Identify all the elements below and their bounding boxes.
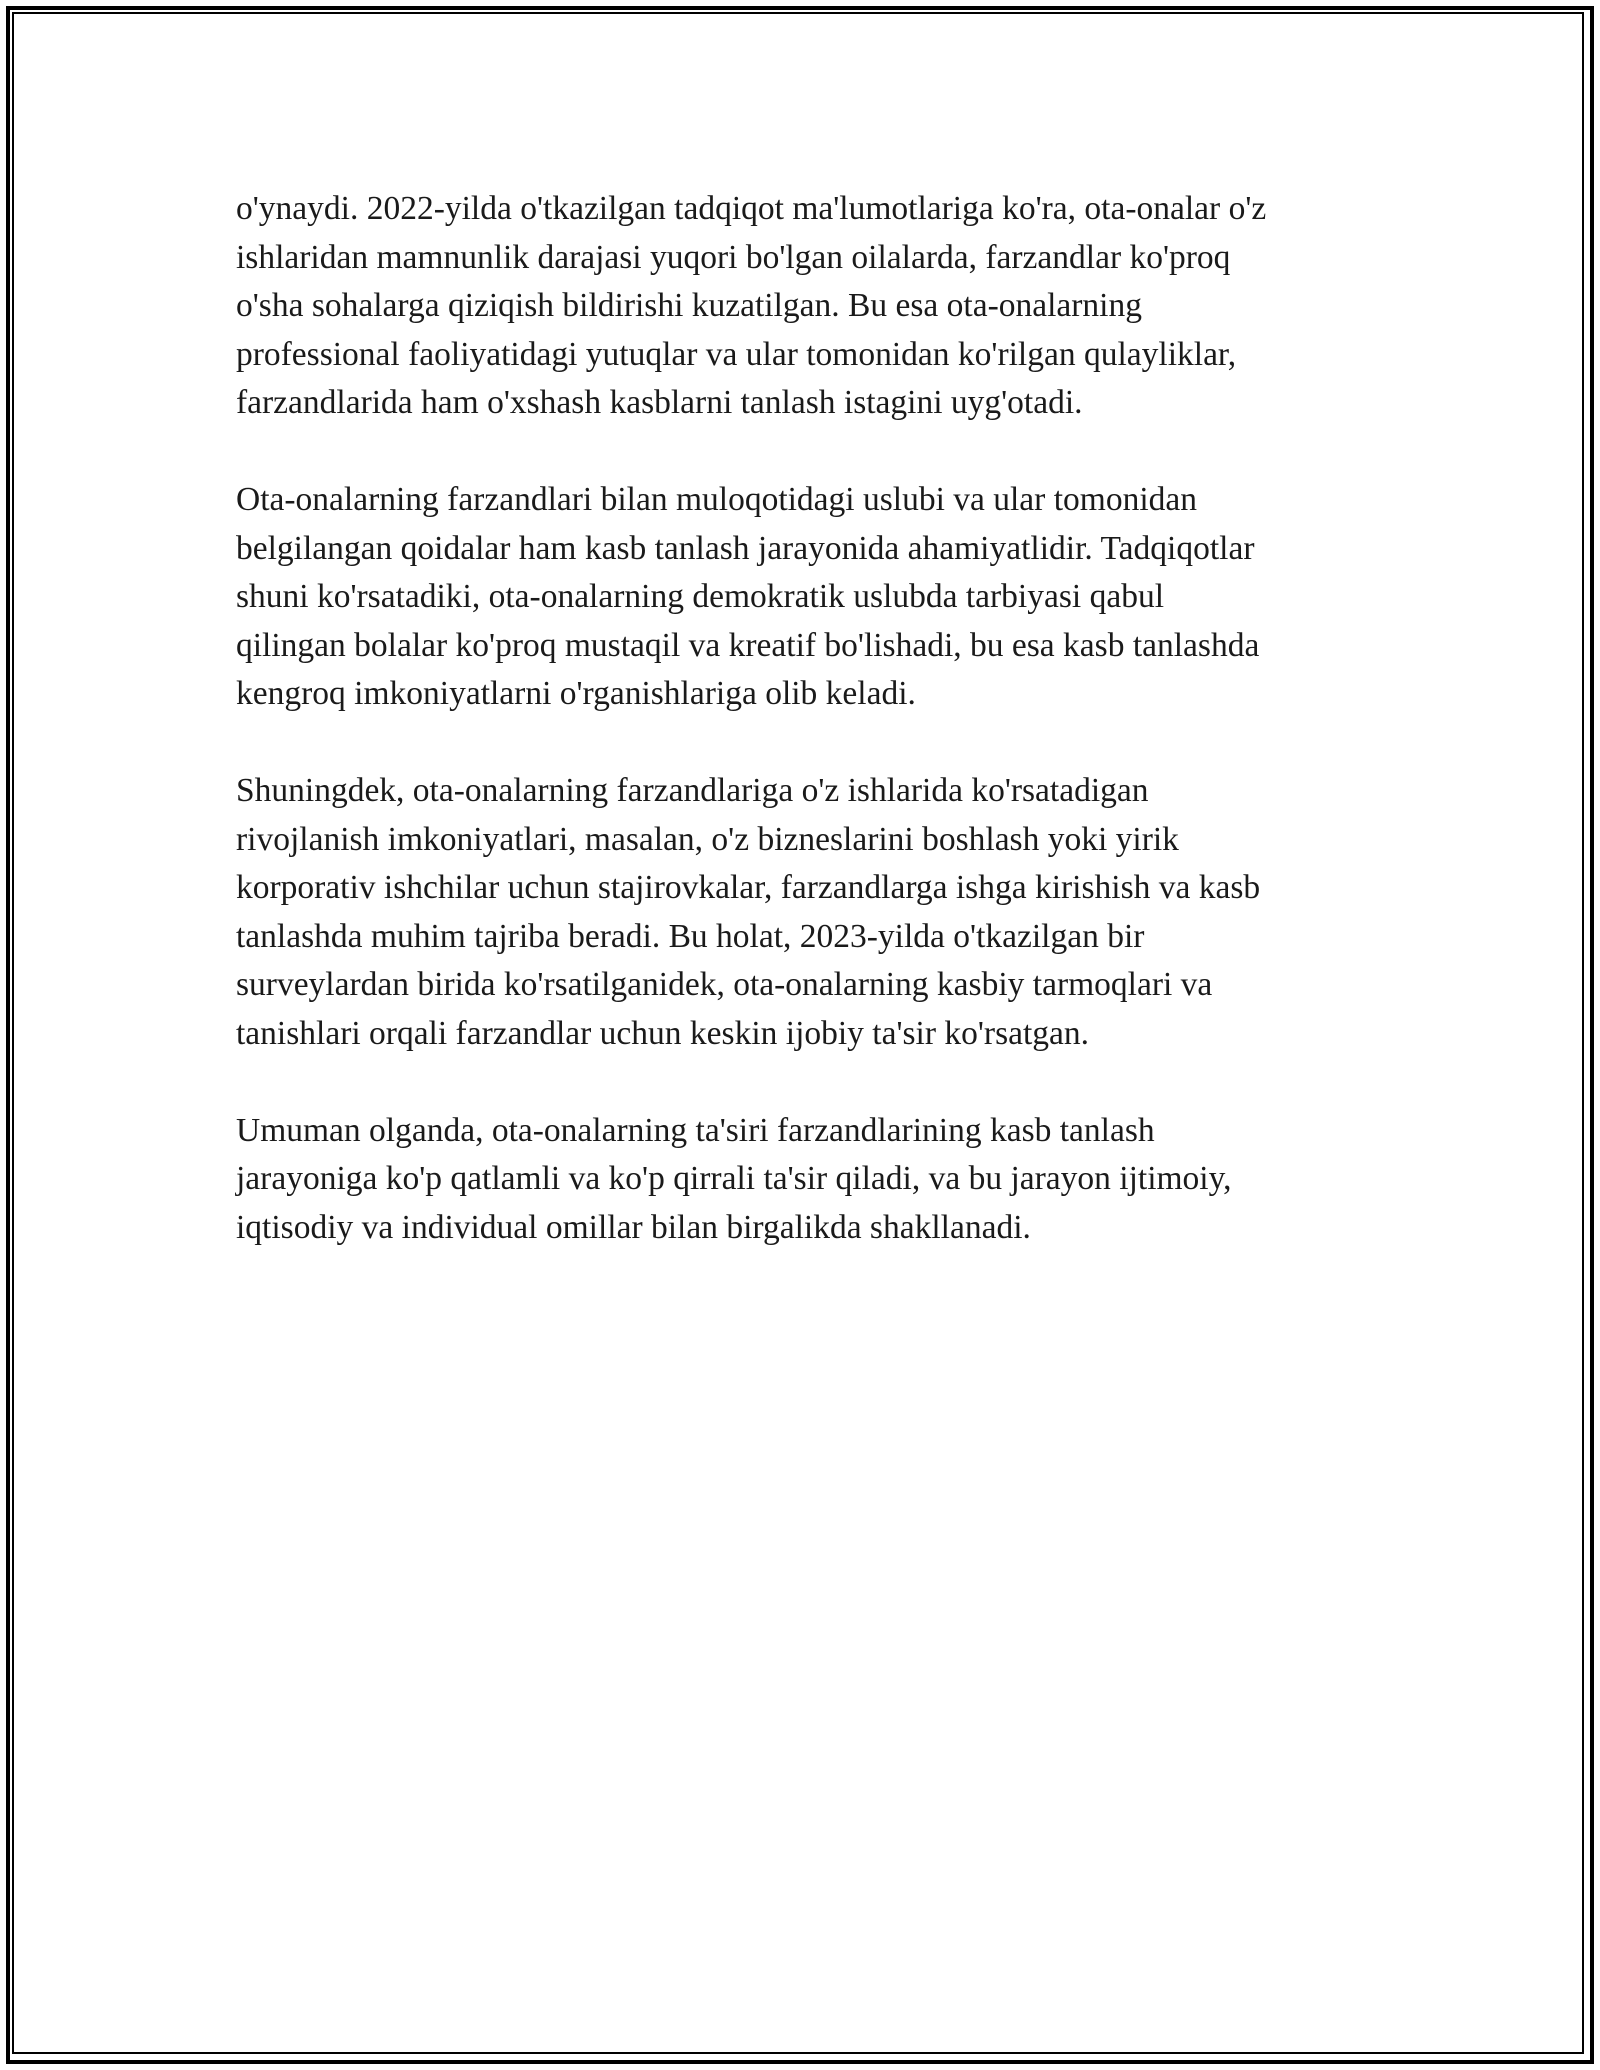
document-body (236, 185, 1376, 1301)
text-line: rivojlanish imkoniyatlari, masalan, o'z bizneslarini boshlash yoki yirik (236, 820, 1179, 858)
text-line: surveylardan birida ko'rsatilganidek, ota-onalarning kasbiy tarmoqlari va (236, 966, 1213, 1003)
paragraph-3 (236, 767, 1376, 1058)
text-line: farzandlarida ham o'xshash kasblarni tanlash istagini uyg'otadi. (236, 384, 1083, 421)
paragraph-1 (236, 185, 1376, 428)
text-line: qilingan bolalar ko'proq mustaqil va kreatif bo'lishadi, bu esa kasb tanlashda (236, 626, 1260, 664)
text-line: belgilangan qoidalar ham kasb tanlash jarayonida ahamiyatlidir. Tadqiqotlar (236, 529, 1255, 567)
text-line: kengroq imkoniyatlarni o'rganishlariga olib keladi. (236, 675, 916, 712)
text-line: ishlaridan mamnunlik darajasi yuqori bo'lgan oilalarda, farzandlar ko'proq (236, 238, 1231, 276)
text-line: Ota-onalarning farzandlari bilan muloqotidagi uslubi va ular tomonidan (236, 481, 1197, 518)
text-line: jarayoniga ko'p qatlamli va ko'p qirrali ta'sir qiladi, va bu jarayon ijtimoiy, (236, 1160, 1232, 1197)
paragraph-4 (236, 1107, 1376, 1253)
text-line: o'ynaydi. 2022-yilda o'tkazilgan tadqiqot ma'lumotlariga ko'ra, ota-onalar o'z (236, 190, 1267, 227)
text-line: iqtisodiy va individual omillar bilan birgalikda shakllanadi. (236, 1208, 1031, 1246)
text-line: shuni ko'rsatadiki, ota-onalarning demokratik uslubda tarbiyasi qabul (236, 578, 1165, 615)
text-line: professional faoliyatidagi yutuqlar va ular tomonidan ko'rilgan qulayliklar, (236, 335, 1237, 373)
text-line: tanishlari orqali farzandlar uchun keskin ijobiy ta'sir ko'rsatgan. (236, 1014, 1090, 1052)
text-line: tanlashda muhim tajriba beradi. Bu holat, 2023-yilda o'tkazilgan bir (236, 917, 1145, 955)
text-line: Shuningdek, ota-onalarning farzandlariga o'z ishlarida ko'rsatadigan (236, 772, 1149, 809)
text-line: o'sha sohalarga qiziqish bildirishi kuzatilgan. Bu esa ota-onalarning (236, 287, 1142, 324)
text-line: Umuman olganda, ota-onalarning ta'siri farzandlarining kasb tanlash (236, 1111, 1155, 1149)
text-line: korporativ ishchilar uchun stajirovkalar, farzandlarga ishga kirishish va kasb (236, 869, 1261, 906)
paragraph-2 (236, 476, 1376, 719)
